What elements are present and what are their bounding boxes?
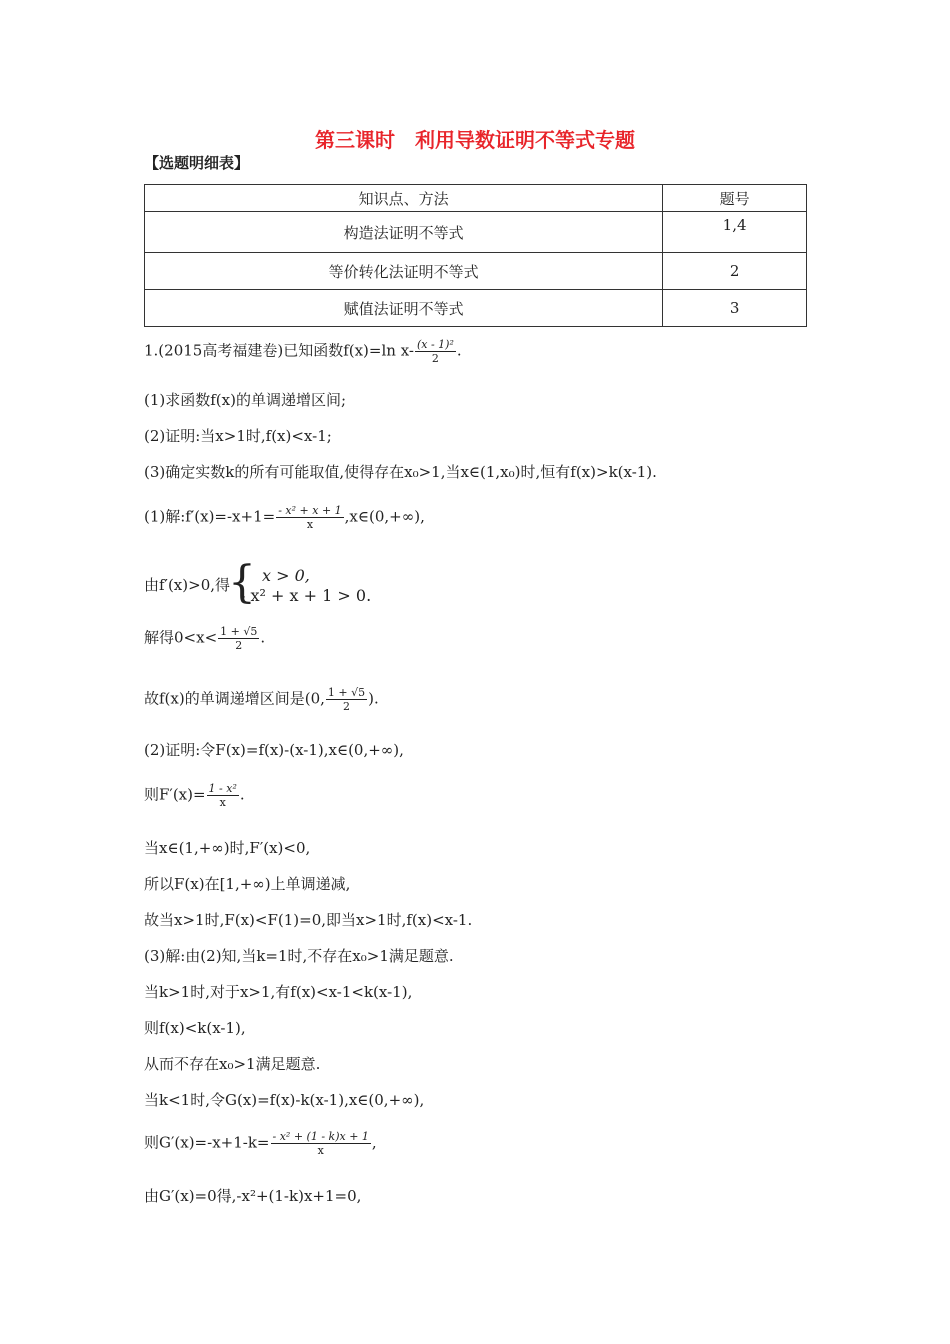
solution-line: 当x∈(1,+∞)时,F′(x)<0, — [144, 839, 311, 857]
problem-intro: 1.(2015高考福建卷)已知函数f(x)=ln x- $\frac{\text{(x - 1)²}}{2}$ . — [144, 338, 462, 365]
table-cell-topic: 赋值法证明不等式 — [145, 290, 663, 327]
solution-line: 则G′(x)=-x+1-k= $\frac{\text{- x² + (1 - k)x + 1}}{x}$ , — [144, 1130, 377, 1157]
solution-line: 从而不存在x₀>1满足题意. — [144, 1055, 321, 1073]
solution-line: (1)解:f′(x)=-x+1= $\frac{\text{- x² + x + 1}}{x}$ ,x∈(0,+∞), — [144, 504, 425, 531]
fraction: $\frac{\text{(x - 1)²}}{2}$ — [416, 338, 454, 365]
table-cell-topic: 等价转化法证明不等式 — [145, 253, 663, 290]
fraction: $\frac{1 + √5}{2}$ — [220, 625, 258, 652]
fraction: $\frac{\text{1 - x²}}{x}$ — [208, 782, 237, 809]
left-brace-icon: { — [228, 557, 257, 608]
header-question-no: 题号 — [663, 185, 807, 212]
table-row — [145, 290, 807, 327]
question-3: (3)确定实数k的所有可能取值,使得存在x₀>1,当x∈(1,x₀)时,恒有f(x)>k(x-1). — [144, 463, 657, 481]
table-cell-topic: 构造法证明不等式 — [145, 212, 663, 253]
solution-line: 当k<1时,令G(x)=f(x)-k(x-1),x∈(0,+∞), — [144, 1091, 425, 1109]
equation-system: { x > 0, - x² + x + 1 > 0. — [228, 557, 372, 608]
solution-line: (3)解:由(2)知,当k=1时,不存在x₀>1满足题意. — [144, 947, 454, 965]
solution-line: 所以F(x)在[1,+∞)上单调递减, — [144, 875, 351, 893]
fraction: $\frac{\text{- x² + (1 - k)x + 1}}{x}$ — [272, 1130, 369, 1157]
solution-line: 由f′(x)>0,得 { x > 0, - x² + x + 1 > 0. — [144, 557, 372, 608]
table-row — [145, 253, 807, 290]
solution-line: (2)证明:令F(x)=f(x)-(x-1),x∈(0,+∞), — [144, 741, 404, 759]
solution-line: 则f(x)<k(x-1), — [144, 1019, 246, 1037]
fraction: $\frac{\text{- x² + x + 1}}{x}$ — [278, 504, 342, 531]
solution-line: 当k>1时,对于x>1,有f(x)<x-1<k(x-1), — [144, 983, 413, 1001]
table-heading: 【选题明细表】 — [144, 154, 250, 172]
topic-table — [144, 184, 807, 327]
solution-line: 故f(x)的单调递增区间是(0, $\frac{1 + √5}{2}$ ). — [144, 686, 379, 713]
table-cell-question-no: 1,4 — [663, 212, 807, 253]
table-row — [145, 212, 807, 253]
table-header-row — [145, 185, 807, 212]
solution-line: 故当x>1时,F(x)<F(1)=0,即当x>1时,f(x)<x-1. — [144, 911, 473, 929]
solution-line: 由G′(x)=0得,-x²+(1-k)x+1=0, — [144, 1187, 362, 1205]
table-cell-question-no: 2 — [663, 253, 807, 290]
question-2: (2)证明:当x>1时,f(x)<x-1; — [144, 427, 332, 445]
solution-line: 解得0<x< $\frac{1 + √5}{2}$ . — [144, 625, 266, 652]
solution-line: 则F′(x)= $\frac{\text{1 - x²}}{x}$ . — [144, 782, 245, 809]
page-title: 第三课时 利用导数证明不等式专题 — [315, 128, 635, 152]
header-topic: 知识点、方法 — [145, 185, 663, 212]
fraction: $\frac{1 + √5}{2}$ — [327, 686, 366, 713]
table-cell-question-no: 3 — [663, 290, 807, 327]
question-1: (1)求函数f(x)的单调递增区间; — [144, 391, 347, 409]
